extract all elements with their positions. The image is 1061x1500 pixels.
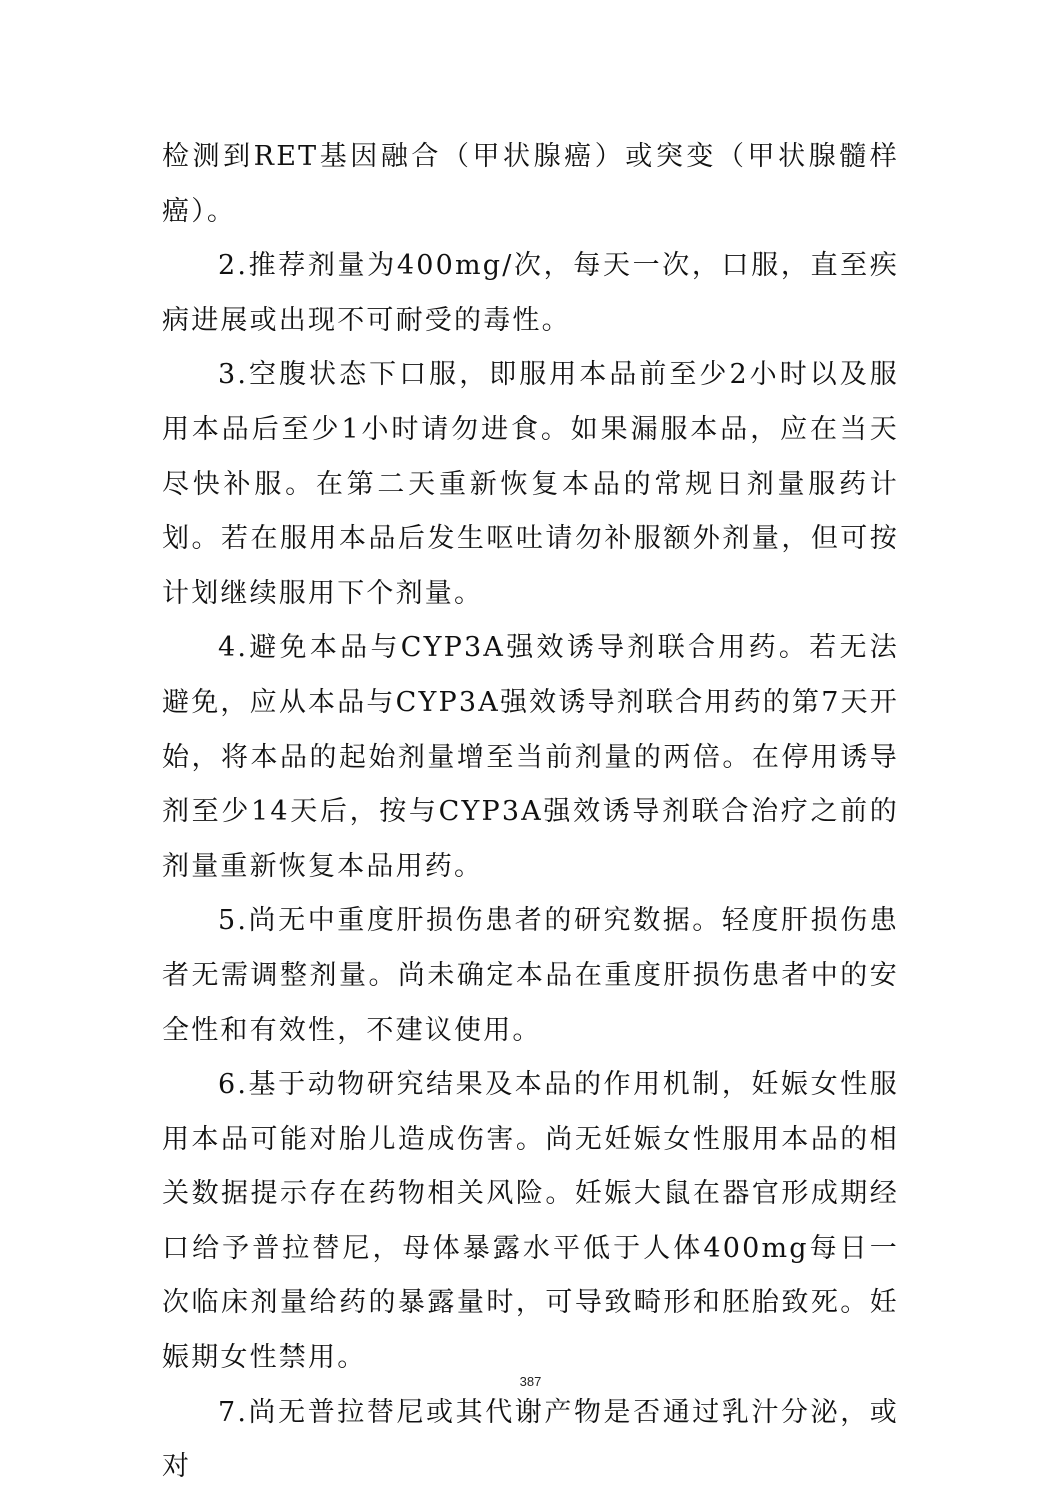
document-body <box>162 130 899 1495</box>
paragraph-item-6: 6.基于动物研究结果及本品的作用机制，妊娠女性服用本品可能对胎儿造成伤害。尚无妊娠女性服用本品的相关数据提示存在药物相关风险。妊娠大鼠在器官形成期经口给予普拉替尼，母体暴露水平低于人体400mg每日一次临床剂量给药的暴露量时，可导致畸形和胚胎致死。妊娠期女性禁用。 <box>162 1069 899 1374</box>
paragraph-item-5: 5.尚无中重度肝损伤患者的研究数据。轻度肝损伤患者无需调整剂量。尚未确定本品在重度肝损伤患者中的安全性和有效性，不建议使用。 <box>162 905 899 1046</box>
page-number: 387 <box>519 1374 542 1389</box>
paragraph-item-7: 7.尚无普拉替尼或其代谢产物是否通过乳汁分泌，或对 <box>162 1396 899 1483</box>
paragraph-item-3: 3.空腹状态下口服，即服用本品前至少2小时以及服用本品后至少1小时请勿进食。如果漏服本品，应在当天尽快补服。在第二天重新恢复本品的常规日剂量服药计划。若在服用本品后发生呕吐请勿补服额外剂量，但可按计划继续服用下个剂量。 <box>162 359 899 609</box>
paragraph-item-4: 4.避免本品与CYP3A强效诱导剂联合用药。若无法避免，应从本品与CYP3A强效诱导剂联合用药的第7天开始，将本品的起始剂量增至当前剂量的两倍。在停用诱导剂至少14天后，按与CYP3A强效诱导剂联合治疗之前的剂量重新恢复本品用药。 <box>162 632 899 882</box>
paragraph-item-2: 2.推荐剂量为400mg/次，每天一次，口服，直至疾病进展或出现不可耐受的毒性。 <box>162 250 899 336</box>
paragraph-continuation: 检测到RET基因融合（甲状腺癌）或突变（甲状腺髓样癌）。 <box>162 141 899 227</box>
